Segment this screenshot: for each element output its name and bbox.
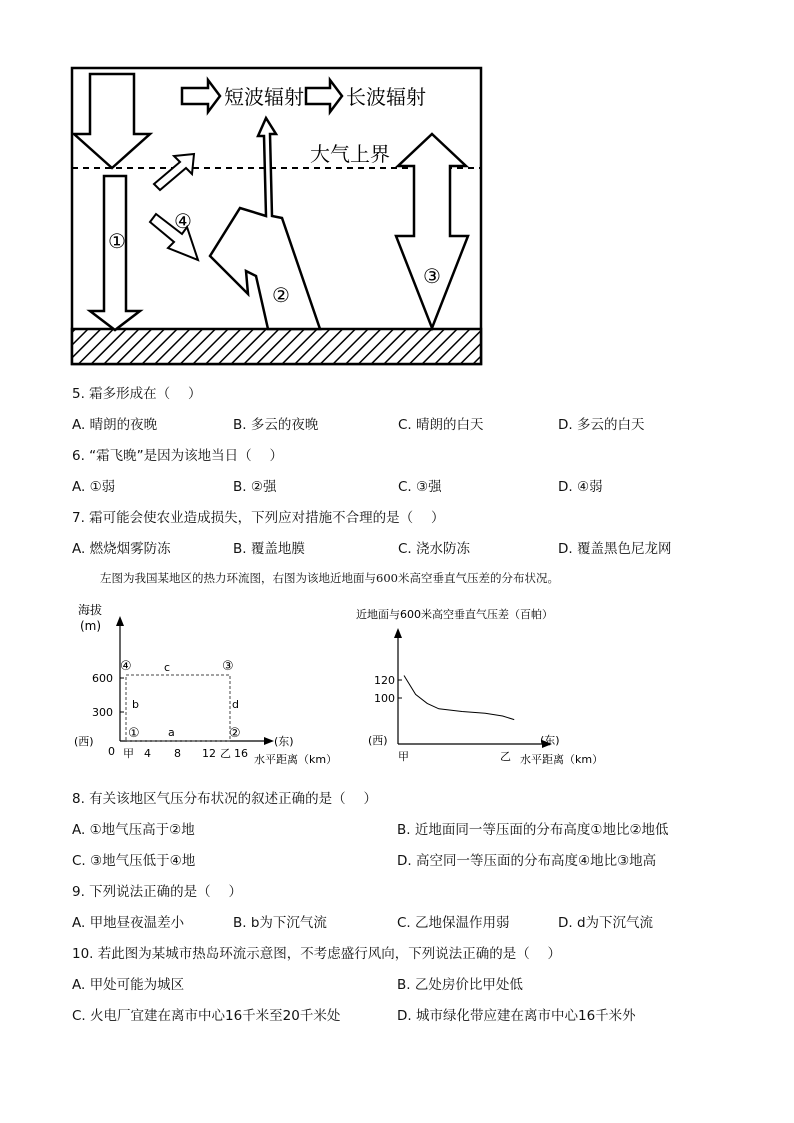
- q7-option-d[interactable]: D. 覆盖黑色尼龙网: [558, 541, 672, 557]
- q9-option-a[interactable]: A. 甲地昼夜温差小: [72, 915, 185, 931]
- question-5: 5. 霜多形成在（ ）: [72, 386, 202, 402]
- label-a: a: [168, 726, 175, 739]
- point-2: ②: [229, 726, 241, 741]
- pressure-difference-line: [404, 676, 514, 720]
- longwave-label: 长波辐射: [346, 85, 426, 109]
- q6-option-c[interactable]: C. ③强: [398, 479, 442, 495]
- left-xtick-12: 12: [202, 747, 216, 760]
- q10-option-d[interactable]: D. 城市绿化带应建在离市中心16千米外: [397, 1008, 636, 1024]
- left-ytick-0: 0: [108, 745, 115, 758]
- left-xtick-8: 8: [174, 747, 181, 760]
- q6-option-b[interactable]: B. ②强: [233, 479, 277, 495]
- left-jia: 甲: [123, 747, 134, 760]
- q10-option-a[interactable]: A. 甲处可能为城区: [72, 977, 185, 993]
- q6-option-a[interactable]: A. ①弱: [72, 479, 116, 495]
- question-8: 8. 有关该地区气压分布状况的叙述正确的是（ ）: [72, 791, 377, 807]
- q7-option-c[interactable]: C. 浇水防冻: [398, 541, 471, 557]
- q7-option-a[interactable]: A. 燃烧烟雾防冻: [72, 541, 171, 557]
- point-4: ④: [120, 659, 132, 674]
- right-east: (东): [540, 734, 560, 747]
- question-6: 6. “霜飞晚”是因为该地当日（ ）: [72, 448, 283, 464]
- q6-option-d[interactable]: D. ④弱: [558, 479, 603, 495]
- q5-option-d[interactable]: D. 多云的白天: [558, 417, 645, 433]
- thermal-circulation-chart: [74, 600, 338, 772]
- atmosphere-top-label: 大气上界: [310, 142, 390, 166]
- question-9: 9. 下列说法正确的是（ ）: [72, 884, 242, 900]
- q10-option-c[interactable]: C. 火电厂宜建在离市中心16千米至20千米处: [72, 1008, 341, 1024]
- question-10: 10. 若此图为某城市热岛环流示意图，不考虑盛行风向，下列说法正确的是（ ）: [72, 946, 562, 962]
- point-1: ①: [128, 726, 140, 741]
- right-ytick-100: 100: [374, 692, 395, 705]
- left-x-arrow: [264, 737, 274, 745]
- mark-1: ①: [108, 229, 126, 253]
- pressure-difference-chart: [352, 604, 622, 772]
- right-west: (西): [368, 734, 388, 747]
- mark-2: ②: [272, 283, 290, 307]
- left-west: (西): [74, 735, 94, 748]
- label-c: c: [164, 661, 171, 674]
- circulation-loop: [126, 675, 230, 741]
- q9-option-b[interactable]: B. b为下沉气流: [233, 915, 327, 931]
- left-ytick-600: 600: [92, 672, 113, 685]
- q5-option-b[interactable]: B. 多云的夜晚: [233, 417, 319, 433]
- left-y-unit: (m): [80, 619, 102, 633]
- right-chart-title: 近地面与600米高空垂直气压差（百帕）: [356, 608, 553, 621]
- left-east: (东): [274, 735, 294, 748]
- q9-option-d[interactable]: D. d为下沉气流: [558, 915, 654, 931]
- q9-option-c[interactable]: C. 乙地保温作用弱: [397, 915, 510, 931]
- question-7: 7. 霜可能会使农业造成损失，下列应对措施不合理的是（ ）: [72, 510, 445, 526]
- left-xtick-4: 4: [144, 747, 151, 760]
- label-d: d: [232, 698, 239, 711]
- q8-option-d[interactable]: D. 高空同一等压面的分布高度④地比③地高: [397, 853, 657, 869]
- left-xtick-16: 16: [234, 747, 248, 760]
- radiation-diagram: [70, 66, 484, 368]
- label-b: b: [132, 698, 139, 711]
- shortwave-label: 短波辐射: [224, 85, 304, 109]
- q8-option-b[interactable]: B. 近地面同一等压面的分布高度①地比②地低: [397, 822, 669, 838]
- q7-option-b[interactable]: B. 覆盖地膜: [233, 541, 305, 557]
- left-y-title: 海拔: [78, 603, 103, 617]
- q5-option-a[interactable]: A. 晴朗的夜晚: [72, 417, 158, 433]
- right-y-arrow: [394, 628, 402, 638]
- left-x-label: 水平距离（km）: [254, 753, 338, 766]
- ground-surface: [72, 329, 481, 364]
- right-yi: 乙: [500, 750, 511, 763]
- q8-option-c[interactable]: C. ③地气压低于④地: [72, 853, 196, 869]
- left-yi: 乙: [220, 747, 231, 760]
- q10-option-b[interactable]: B. 乙处房价比甲处低: [397, 977, 523, 993]
- figures-intro: 左图为我国某地区的热力环流图，右图为该地近地面与600米高空垂直气压差的分布状况。: [100, 571, 559, 585]
- right-ytick-120: 120: [374, 674, 395, 687]
- mark-3: ③: [423, 264, 441, 288]
- right-jia: 甲: [398, 750, 409, 763]
- left-y-arrow: [116, 616, 124, 626]
- q5-option-c[interactable]: C. 晴朗的白天: [398, 417, 484, 433]
- point-3: ③: [222, 659, 234, 674]
- right-x-label: 水平距离（km）: [520, 753, 604, 766]
- left-ytick-300: 300: [92, 706, 113, 719]
- mark-4: ④: [174, 209, 192, 233]
- q8-option-a[interactable]: A. ①地气压高于②地: [72, 822, 195, 838]
